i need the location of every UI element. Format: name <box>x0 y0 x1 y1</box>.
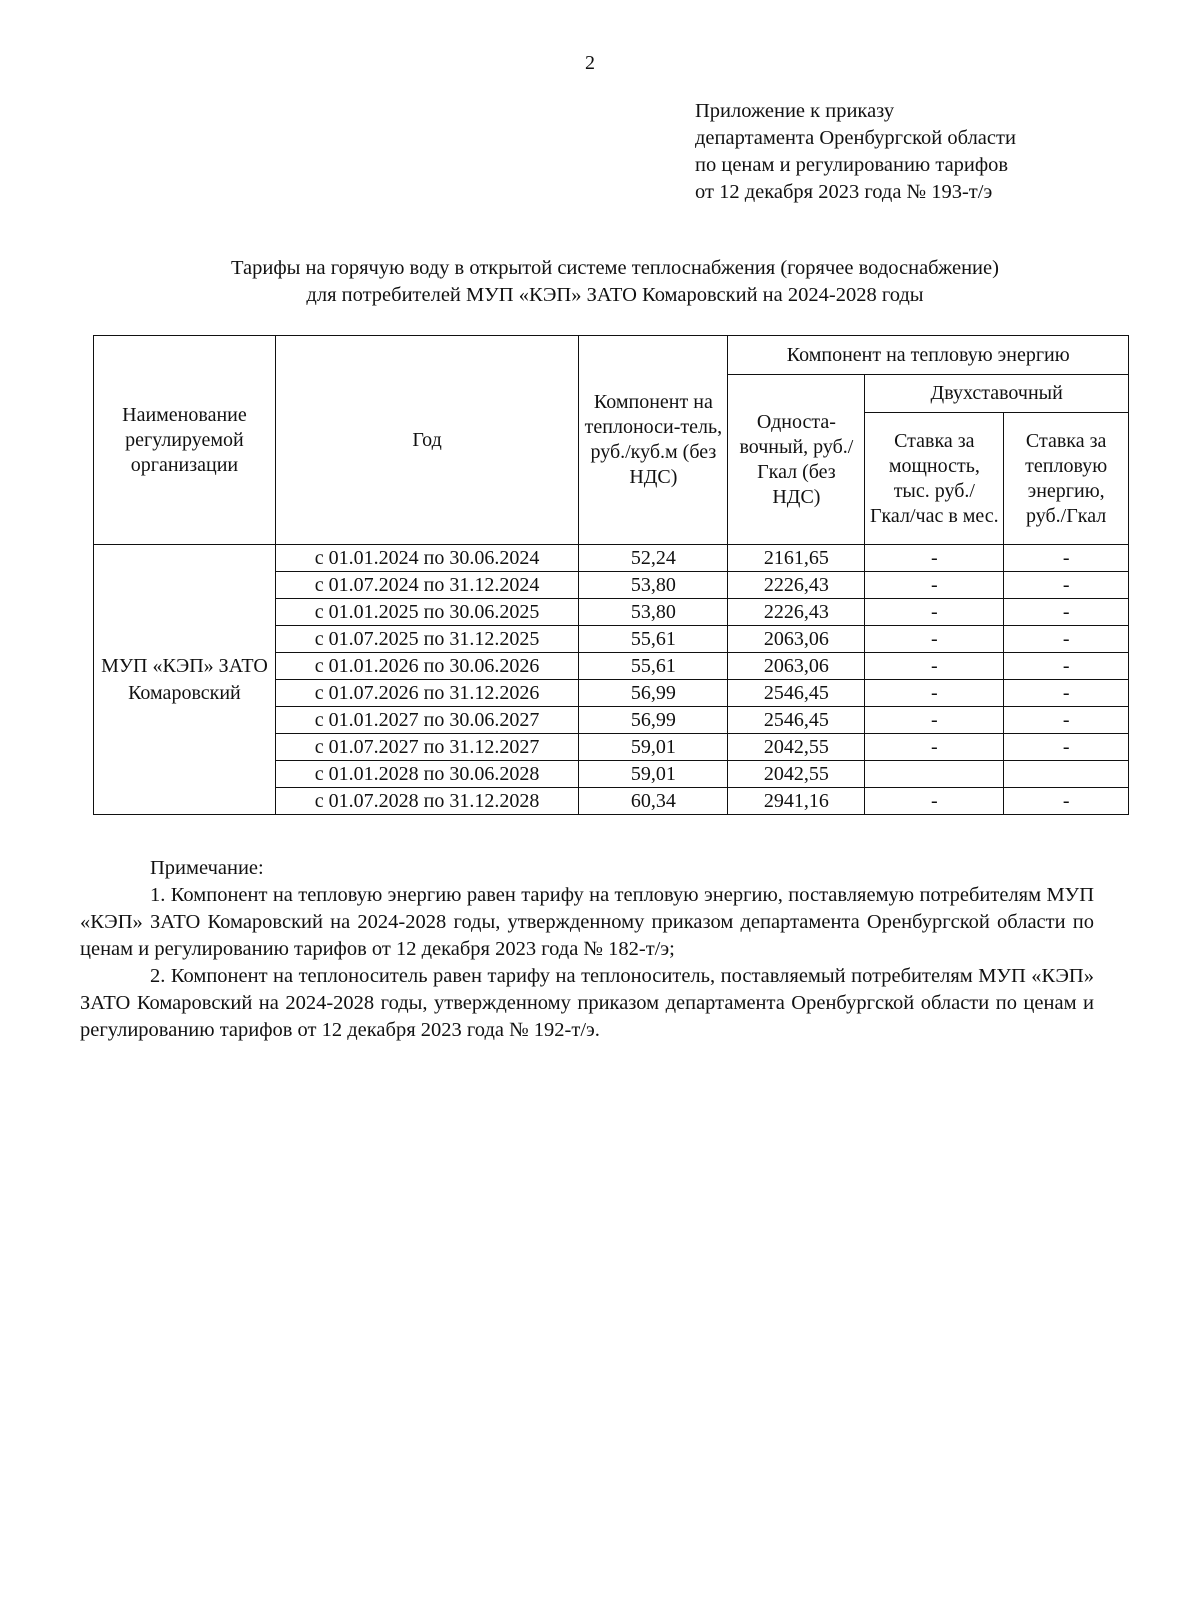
appendix-line: Приложение к приказу <box>695 100 895 122</box>
tariff-table <box>93 335 1129 815</box>
organization-cell: МУП «КЭП» ЗАТО Комаровский <box>94 545 276 815</box>
heat-carrier-cell: 59,01 <box>579 761 728 788</box>
single-rate-cell: 2063,06 <box>728 626 865 653</box>
capacity-cell: - <box>865 707 1004 734</box>
period-cell: с 01.01.2024 по 30.06.2024 <box>275 545 578 572</box>
period-cell: с 01.01.2025 по 30.06.2025 <box>275 599 578 626</box>
capacity-cell: - <box>865 788 1004 815</box>
single-rate-cell: 2161,65 <box>728 545 865 572</box>
header-heat-carrier: Компонент на теплоноси-тель, руб./куб.м (без НДС) <box>579 336 728 545</box>
page-number: 2 <box>585 52 595 74</box>
single-rate-cell: 2226,43 <box>728 572 865 599</box>
period-cell: с 01.01.2026 по 30.06.2026 <box>275 653 578 680</box>
title-line-1: Тарифы на горячую воду в открытой системе теплоснабжения (горячее водоснабжение) <box>231 257 999 279</box>
header-energy-rate: Ставка за тепловую энергию, руб./Гкал <box>1004 413 1129 545</box>
capacity-cell: - <box>865 680 1004 707</box>
energy-cell: - <box>1004 653 1129 680</box>
energy-cell: - <box>1004 788 1129 815</box>
note-item: 1. Компонент на тепловую энергию равен тарифу на тепловую энергию, поставляемую потребителям МУП «КЭП» ЗАТО Комаровский на 2024-2028 годы, утвержденному приказом департамента Оренбургской области по ценам и регулированию тарифов от 12 декабря 2023 года № 182-т/э; <box>80 884 1094 960</box>
energy-cell: - <box>1004 599 1129 626</box>
single-rate-cell: 2042,55 <box>728 734 865 761</box>
appendix-block <box>695 98 1016 206</box>
capacity-cell <box>865 761 1004 788</box>
notes-section <box>80 855 1094 1044</box>
capacity-cell: - <box>865 653 1004 680</box>
single-rate-cell: 2042,55 <box>728 761 865 788</box>
heat-carrier-cell: 55,61 <box>579 626 728 653</box>
energy-cell: - <box>1004 572 1129 599</box>
capacity-cell: - <box>865 734 1004 761</box>
capacity-cell: - <box>865 626 1004 653</box>
note-item: 2. Компонент на теплоноситель равен тарифу на теплоноситель, поставляемый потребителям МУП «КЭП» ЗАТО Комаровский на 2024-2028 годы, утвержденному приказом департамента Оренбургской области по ценам и регулированию тарифов от 12 декабря 2023 года № 192-т/э. <box>80 965 1094 1041</box>
period-cell: с 01.07.2027 по 31.12.2027 <box>275 734 578 761</box>
appendix-line: департамента Оренбургской области <box>695 127 1016 149</box>
capacity-cell: - <box>865 545 1004 572</box>
capacity-cell: - <box>865 599 1004 626</box>
heat-carrier-cell: 60,34 <box>579 788 728 815</box>
energy-cell: - <box>1004 545 1129 572</box>
single-rate-cell: 2941,16 <box>728 788 865 815</box>
single-rate-cell: 2546,45 <box>728 707 865 734</box>
single-rate-cell: 2063,06 <box>728 653 865 680</box>
energy-cell <box>1004 761 1129 788</box>
header-year: Год <box>275 336 578 545</box>
header-single-rate: Односта-вочный, руб./Гкал (без НДС) <box>728 375 865 545</box>
period-cell: с 01.07.2025 по 31.12.2025 <box>275 626 578 653</box>
period-cell: с 01.01.2028 по 30.06.2028 <box>275 761 578 788</box>
header-heat-energy: Компонент на тепловую энергию <box>728 336 1129 375</box>
heat-carrier-cell: 53,80 <box>579 599 728 626</box>
notes-title: Примечание: <box>150 857 264 879</box>
period-cell: с 01.01.2027 по 30.06.2027 <box>275 707 578 734</box>
heat-carrier-cell: 59,01 <box>579 734 728 761</box>
document-title <box>0 255 1200 309</box>
header-two-rate: Двухставочный <box>865 375 1129 413</box>
appendix-line: по ценам и регулированию тарифов <box>695 154 1009 176</box>
energy-cell: - <box>1004 707 1129 734</box>
header-organization: Наименование регулируемой организации <box>94 336 276 545</box>
energy-cell: - <box>1004 680 1129 707</box>
energy-cell: - <box>1004 734 1129 761</box>
heat-carrier-cell: 52,24 <box>579 545 728 572</box>
appendix-line: от 12 декабря 2023 года № 193-т/э <box>695 181 993 203</box>
heat-carrier-cell: 55,61 <box>579 653 728 680</box>
title-line-2: для потребителей МУП «КЭП» ЗАТО Комаровский на 2024-2028 годы <box>306 284 924 306</box>
period-cell: с 01.07.2028 по 31.12.2028 <box>275 788 578 815</box>
heat-carrier-cell: 53,80 <box>579 572 728 599</box>
single-rate-cell: 2226,43 <box>728 599 865 626</box>
heat-carrier-cell: 56,99 <box>579 707 728 734</box>
energy-cell: - <box>1004 626 1129 653</box>
capacity-cell: - <box>865 572 1004 599</box>
header-capacity-rate: Ставка за мощность, тыс. руб./ Гкал/час в мес. <box>865 413 1004 545</box>
period-cell: с 01.07.2026 по 31.12.2026 <box>275 680 578 707</box>
table-row <box>94 545 1129 572</box>
period-cell: с 01.07.2024 по 31.12.2024 <box>275 572 578 599</box>
heat-carrier-cell: 56,99 <box>579 680 728 707</box>
single-rate-cell: 2546,45 <box>728 680 865 707</box>
